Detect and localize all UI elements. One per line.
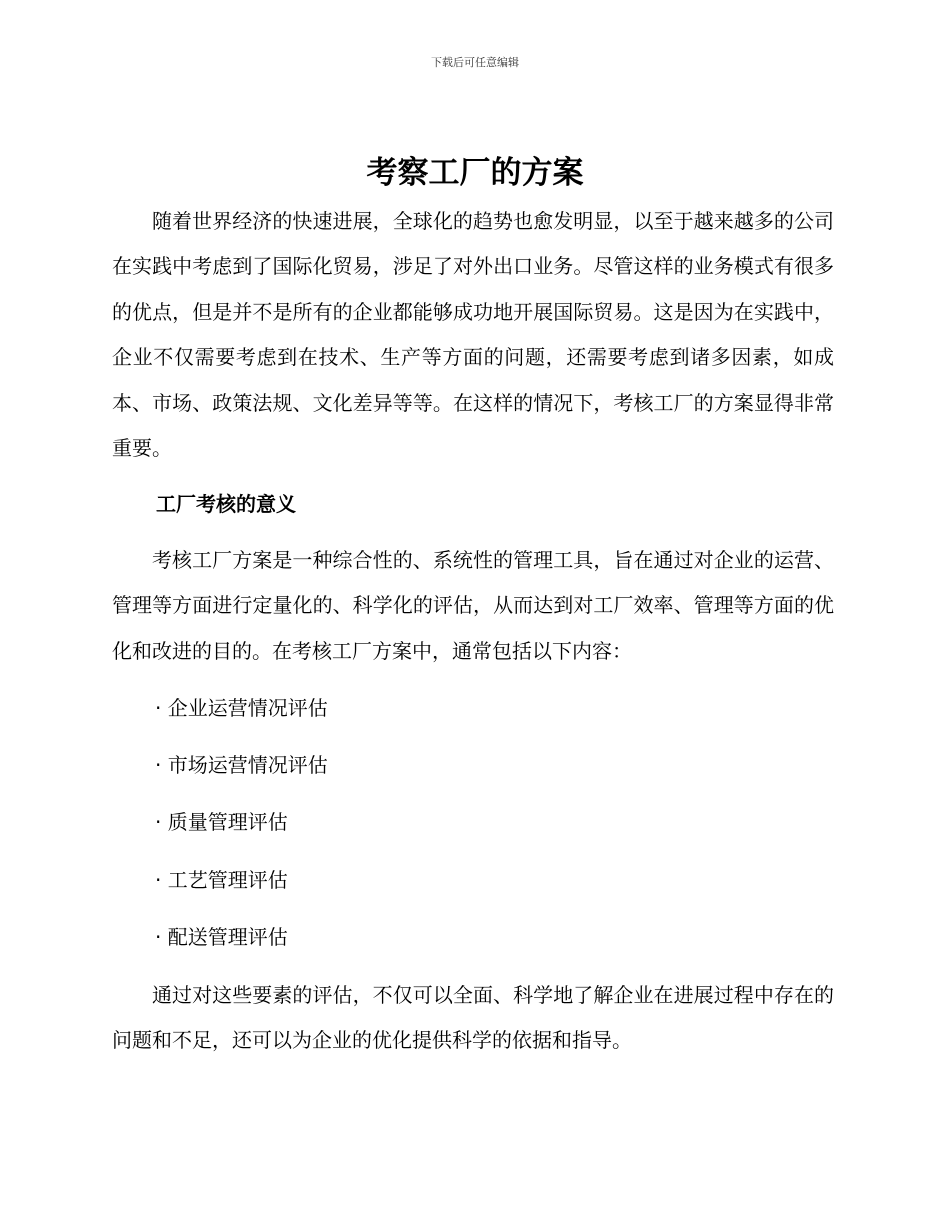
list-item: · 配送管理评估 (155, 925, 288, 949)
section-heading: 工厂考核的意义 (156, 492, 296, 516)
header-note: 下载后可任意编辑 (431, 56, 519, 69)
intro-paragraph: 随着世界经济的快速进展，全球化的趋势也愈发明显，以至于越来越多的公司在实践中考虑到了国际化贸易，涉足了对外出口业务。尽管这样的业务模式有很多的优点，但是并不是所有的企业都能够成功地开展国际贸易。这是因为在实践中，企业不仅需要考虑到在技术、生产等方面的问题，还需要考虑到诸多因素，如成本、市场、政策法规、文化差异等等。在这样的情况下，考核工厂的方案显得非常重要。 (112, 209, 834, 461)
document-title: 考察工厂的方案 (366, 155, 584, 191)
conclusion-paragraph: 通过对这些要素的评估，不仅可以全面、科学地了解企业在进展过程中存在的问题和不足，还可以为企业的优化提供科学的依据和指导。 (112, 983, 834, 1053)
list-item: · 工艺管理评估 (155, 868, 288, 892)
conclusion-paragraph-block (112, 973, 834, 1064)
list-item: · 质量管理评估 (155, 810, 288, 834)
list-item: · 市场运营情况评估 (155, 753, 328, 777)
description-paragraph-block (112, 538, 834, 674)
description-paragraph: 考核工厂方案是一种综合性的、系统性的管理工具，旨在通过对企业的运营、管理等方面进行定量化的、科学化的评估，从而达到对工厂效率、管理等方面的优化和改进的目的。在考核工厂方案中，通常包括以下内容： (112, 548, 834, 663)
list-item: · 企业运营情况评估 (155, 696, 328, 720)
intro-paragraph-block (112, 199, 834, 471)
